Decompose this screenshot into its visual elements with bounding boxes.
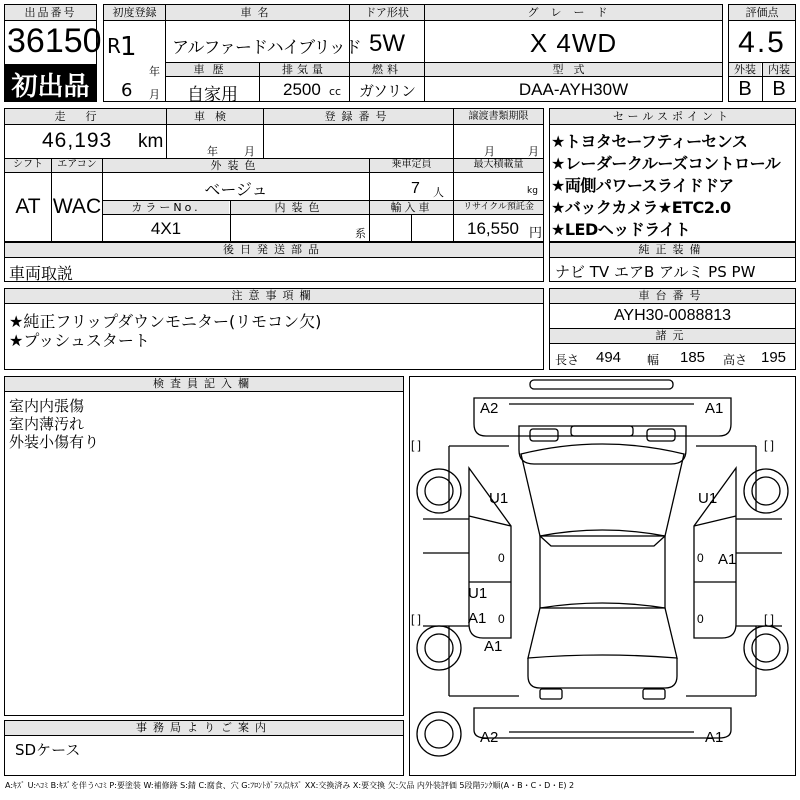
sales-point: ★レーダークルーズコントロール xyxy=(551,154,781,173)
score-value: 4.5 xyxy=(738,26,786,59)
later-parts-value: 車両取説 xyxy=(9,264,74,283)
later-parts-label: 後日発送部品 xyxy=(5,243,543,257)
inspector-line: 室内薄汚れ xyxy=(9,415,85,433)
reg-month: 6 xyxy=(121,80,133,101)
length-value: 494 xyxy=(596,349,622,366)
equipment-value: ナビ TV エアB アルミ PS PW xyxy=(555,263,756,281)
load-label: 最大積載量 xyxy=(454,159,543,172)
chassis-value: AYH30-0088813 xyxy=(613,307,732,324)
name-label: 車名 xyxy=(166,5,349,20)
legend: A:ｷｽﾞ U:ﾍｺﾐ B:ｷｽﾞを伴うﾍｺﾐ P:要塗装 W:補修跡 S:錆 C:腐食、穴 G:ﾌﾛﾝﾄｶﾞﾗｽ点ｷｽﾞ XX:交換済み X:要交換 欠:欠品 内外装評価 5段階ﾗﾝｸ順(A・B・C・D・E) 2 xyxy=(5,781,575,790)
import-label: 輸入車 xyxy=(370,201,453,214)
disp-label: 排気量 xyxy=(260,63,349,76)
seats-label: 乗車定員 xyxy=(370,159,453,172)
reg-label: 初度登録 xyxy=(104,5,165,20)
score-label: 評価点 xyxy=(729,5,795,20)
plate-label: 登録番号 xyxy=(264,109,453,124)
door-value: 5W xyxy=(369,30,405,57)
damage-mark-a1-right: A1 xyxy=(718,551,737,568)
era: R xyxy=(107,34,121,58)
month-unit: 月 xyxy=(149,88,160,101)
damage-mark-a1-top: A1 xyxy=(705,400,724,417)
damage-mark-u1-left: U1 xyxy=(489,490,509,507)
displacement-value: 2500 xyxy=(283,80,321,99)
note-line: ★プッシュスタート xyxy=(9,331,150,350)
equipment-label: 純正装備 xyxy=(550,243,795,257)
grade-label: グレード xyxy=(425,5,722,20)
lot-label: 出品番号 xyxy=(5,5,96,20)
fuel-label: 燃料 xyxy=(350,63,424,76)
first-listing-text: 初出品 xyxy=(11,72,90,102)
notes-label: 注意事項欄 xyxy=(5,289,543,303)
bracket-right-2: [ ] xyxy=(764,612,775,626)
transfer-day-unit: 月 xyxy=(528,145,539,158)
ac-label: エアコン xyxy=(52,159,102,172)
damage-mark-u1-mid: U1 xyxy=(468,585,488,602)
door-label: ドア形状 xyxy=(350,5,424,20)
history-value: 自家用 xyxy=(187,85,238,105)
mileage-value: 46,193 xyxy=(42,129,113,152)
mileage-label: 走行 xyxy=(5,109,166,124)
sales-label: セールスポイント xyxy=(550,109,795,124)
transfer-label: 譲渡書類期限 xyxy=(454,109,543,124)
lot-number: 36150 xyxy=(7,22,102,60)
interior-unit: 系 xyxy=(355,227,366,240)
inspector-line: 室内内張傷 xyxy=(9,397,85,415)
reg-year: 1 xyxy=(120,32,137,62)
ext-grade: B xyxy=(738,78,752,100)
sales-point: ★LEDヘッドライト xyxy=(551,220,691,239)
damage-mark-a1-bottom: A1 xyxy=(705,729,724,746)
sales-point: ★両側パワースライドドア xyxy=(551,176,734,195)
width-value: 185 xyxy=(680,349,706,366)
year-unit: 年 xyxy=(149,65,160,78)
width-label: 幅 xyxy=(647,353,660,367)
seats-value: 7 xyxy=(411,180,420,197)
grade-value: X 4WD xyxy=(529,28,618,58)
sales-point: ★トヨタセーフティーセンス xyxy=(551,132,748,151)
exterior-color-value: ベージュ xyxy=(204,180,268,199)
model-label: 型式 xyxy=(425,63,722,76)
height-value: 195 xyxy=(761,349,787,366)
damage-mark-a2-bottom: A2 xyxy=(480,729,499,746)
fuel-value: ガソリン xyxy=(358,82,415,100)
int-grade: B xyxy=(772,78,786,100)
interior-color-label: 内装色 xyxy=(231,201,369,214)
note-line: ★純正フリップダウンモニター(リモコン欠) xyxy=(9,312,322,331)
ext-label: 外装 xyxy=(729,63,761,76)
damage-mark-u1-right: U1 xyxy=(698,490,718,507)
ac-value: WAC xyxy=(52,195,102,218)
color-no-label: カラーNo. xyxy=(103,201,229,214)
zero-left-2: 0 xyxy=(498,612,505,626)
inspector-line: 外装小傷有り xyxy=(9,433,100,451)
sales-point: ★バックカメラ★ETC2.0 xyxy=(551,198,731,217)
damage-mark-a2-top: A2 xyxy=(480,400,499,417)
bracket-left-1: [ ] xyxy=(411,438,422,452)
history-label: 車歴 xyxy=(166,63,259,76)
transfer-month-unit: 月 xyxy=(484,145,495,158)
car-name: アルファードハイブリッド xyxy=(172,38,361,58)
zero-right-1: 0 xyxy=(697,551,704,565)
exterior-color-label: 外装色 xyxy=(103,159,369,172)
damage-mark-a1-mid: A1 xyxy=(468,610,487,627)
dims-label: 諸元 xyxy=(550,329,795,343)
inspection-label: 車検 xyxy=(167,109,263,124)
recycle-label: リサイクル預託金 xyxy=(454,201,543,214)
color-no-value: 4X1 xyxy=(150,219,182,238)
person-unit: 人 xyxy=(433,186,444,199)
zero-right-2: 0 xyxy=(697,612,704,626)
bracket-left-2: [ ] xyxy=(411,612,422,626)
insp-year-unit: 年 xyxy=(207,145,218,158)
bracket-right-1: [ ] xyxy=(764,438,775,452)
zero-left-1: 0 xyxy=(498,551,505,565)
kg-unit: kg xyxy=(527,186,538,196)
length-label: 長さ xyxy=(555,353,580,367)
int-label: 内装 xyxy=(763,63,795,76)
height-label: 高さ xyxy=(723,353,748,367)
cc-unit: cc xyxy=(329,85,342,98)
chassis-label: 車台番号 xyxy=(550,289,795,303)
yen-unit: 円 xyxy=(529,226,543,241)
model-value: DAA-AYH30W xyxy=(518,80,629,99)
inspector-label: 検査員記入欄 xyxy=(5,377,403,391)
office-label: 事務局よりご案内 xyxy=(5,721,403,735)
damage-mark-a1-left: A1 xyxy=(484,638,503,655)
office-value: SDケース xyxy=(15,741,81,759)
insp-month-unit: 月 xyxy=(244,145,255,158)
shift-value: AT xyxy=(15,195,41,218)
car-outline-diagram xyxy=(409,376,796,776)
shift-label: シフト xyxy=(5,159,51,172)
recycle-value: 16,550 xyxy=(467,219,519,238)
km-unit: km xyxy=(138,131,164,152)
